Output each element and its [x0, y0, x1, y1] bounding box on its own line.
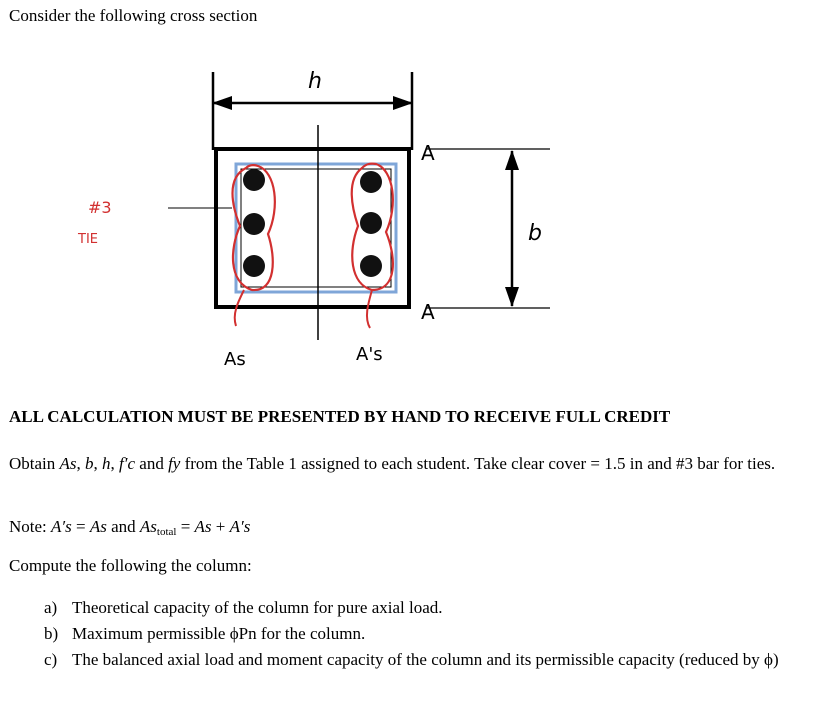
para-t6: from the Table 1 assigned to each student. Take clear cover = 1.5 in and #3 bar for ties. — [180, 454, 776, 473]
label-as: As — [224, 349, 246, 370]
section-a-bottom: A — [421, 300, 435, 324]
obtain-paragraph — [9, 452, 809, 476]
note-plus: + — [211, 517, 230, 536]
rebar — [360, 255, 382, 277]
item-marker: c) — [44, 650, 58, 669]
item-marker: a) — [44, 598, 58, 617]
note-and: and — [106, 517, 140, 536]
var-h: h — [102, 454, 111, 473]
dim-b-label: b — [528, 221, 542, 246]
tie-note-line1: #3 — [88, 198, 112, 217]
var-fy: fy — [168, 454, 181, 473]
compute-line: Compute the following the column: — [9, 556, 252, 575]
note-as-total: As — [139, 517, 157, 536]
note-total-sub: total — [156, 526, 177, 538]
para-t3: , — [93, 454, 103, 473]
rebar — [243, 169, 265, 191]
item-text: The balanced axial load and moment capacity of the column and its permissible capacity (reduced by ϕ) — [72, 650, 779, 669]
note-eq1: = — [71, 517, 90, 536]
list-item — [44, 596, 814, 620]
list-item — [44, 648, 814, 672]
note-as1: As — [89, 517, 107, 536]
note-a-prime: A′s — [51, 517, 72, 536]
h-arrow-right — [393, 96, 413, 110]
instruction-heading: ALL CALCULATION MUST BE PRESENTED BY HAND TO RECEIVE FULL CREDIT — [9, 407, 671, 426]
item-text: Theoretical capacity of the column for pure axial load. — [72, 598, 443, 617]
para-t4: , — [110, 454, 120, 473]
note-a-prime2: A′s — [229, 517, 251, 536]
note-as2: As — [194, 517, 212, 536]
label-as-prime: A's — [356, 344, 383, 365]
rebar — [360, 171, 382, 193]
var-b: b — [85, 454, 94, 473]
rebar — [360, 212, 382, 234]
question-list — [44, 596, 814, 674]
item-marker: b) — [44, 624, 59, 643]
var-fc: f′c — [119, 454, 136, 473]
note-line — [9, 517, 250, 538]
list-item — [44, 622, 814, 646]
item-text: Maximum permissible ϕPn for the column. — [72, 624, 366, 643]
h-arrow-left — [212, 96, 232, 110]
rebar — [243, 213, 265, 235]
tie-note-line2: TIE — [78, 232, 98, 247]
section-a-top: A — [421, 141, 435, 165]
b-arrow-bottom — [505, 287, 519, 307]
para-t2: , — [76, 454, 86, 473]
rebar — [243, 255, 265, 277]
b-arrow-top — [505, 150, 519, 170]
intro-text: Consider the following cross section — [9, 6, 258, 25]
para-t1: Obtain — [9, 454, 60, 473]
dim-h-label: h — [308, 69, 322, 94]
note-prefix: Note: — [9, 517, 52, 536]
var-as: As — [59, 454, 77, 473]
cross-section-figure — [0, 40, 839, 380]
para-t5: and — [135, 454, 169, 473]
note-eq2: = — [176, 517, 195, 536]
